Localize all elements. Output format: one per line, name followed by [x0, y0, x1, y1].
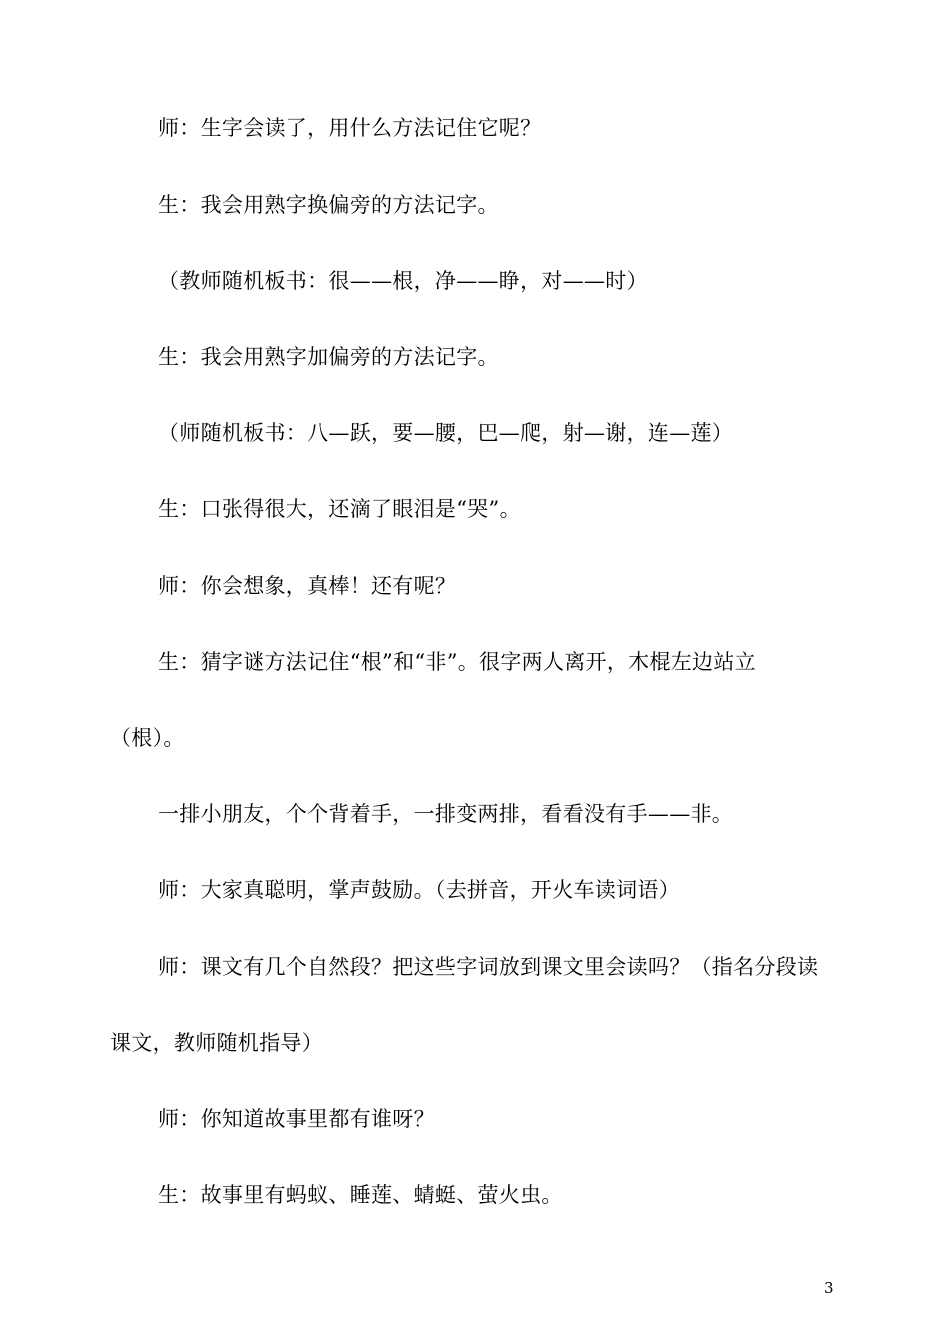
text-line: 生：我会用熟字换偏旁的方法记字。 — [158, 193, 499, 217]
text-line: 师：大家真聪明，掌声鼓励。（去拼音，开火车读词语） — [158, 878, 680, 902]
text-line: 师：你会想象，真棒！还有呢？ — [158, 574, 457, 598]
text-line: 一排小朋友，个个背着手，一排变两排，看看没有手——非。 — [158, 802, 734, 826]
text-line: 师：你知道故事里都有谁呀？ — [158, 1107, 435, 1131]
text-line-continuation: 课文，教师随机指导） — [110, 1031, 323, 1055]
text-line: （师随机板书：八—跃，要—腰，巴—爬，射—谢，连—莲） — [158, 421, 734, 445]
text-line: （教师随机板书：很——根，净——睁，对——时） — [158, 269, 648, 293]
text-line: 生：猜字谜方法记住“根”和“非”。很字两人离开，木棍左边站立 — [158, 650, 756, 674]
text-line: 生：我会用熟字加偏旁的方法记字。 — [158, 345, 499, 369]
text-line: 生：故事里有蚂蚁、睡莲、蜻蜓、萤火虫。 — [158, 1183, 563, 1207]
text-line-continuation: （根）。 — [110, 726, 185, 750]
text-line: 生：口张得很大，还滴了眼泪是“哭”。 — [158, 497, 521, 521]
page-number: 3 — [824, 1279, 834, 1297]
text-line: 师：课文有几个自然段？把这些字词放到课文里会读吗？（指名分段读 — [158, 955, 819, 979]
text-line: 师：生字会读了，用什么方法记住它呢？ — [158, 116, 542, 140]
